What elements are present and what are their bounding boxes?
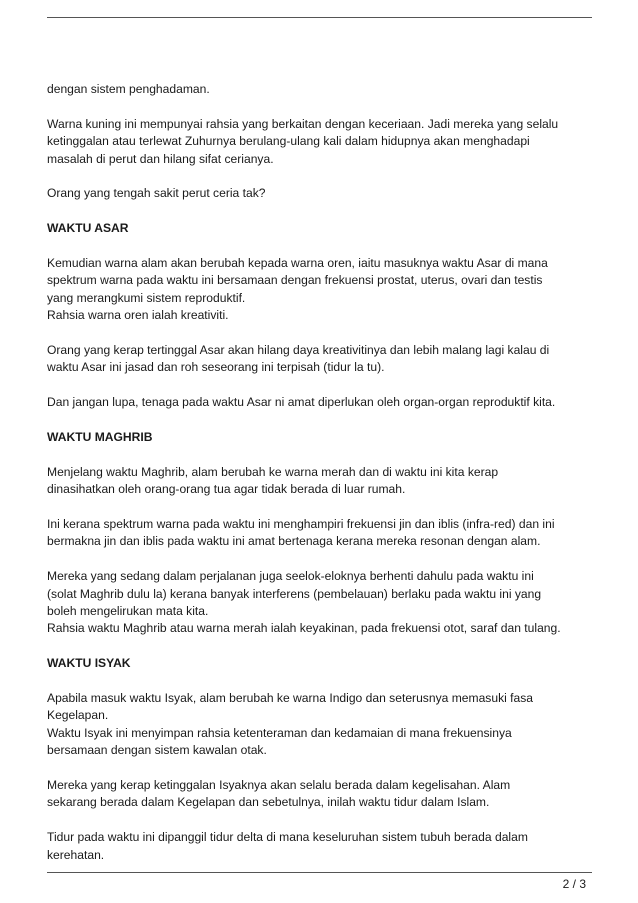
text-line: Rahsia waktu Maghrib atau warna merah ialah keyakinan, pada frekuensi otot, saraf dan tulang.	[47, 621, 561, 636]
paragraph	[47, 81, 595, 98]
text-line: Ini kerana spektrum warna pada waktu ini menghampiri frekuensi jin dan iblis (infra-red) dan ini	[47, 517, 555, 532]
text-line: boleh mengelirukan mata kita.	[47, 604, 209, 619]
text-line: dengan sistem penghadaman.	[47, 82, 210, 96]
text-line: Kemudian warna alam akan berubah kepada warna oren, iaitu masuknya waktu Asar di mana	[47, 256, 548, 270]
paragraph	[47, 516, 595, 551]
text-line: Mereka yang kerap ketinggalan Isyaknya akan selalu berada dalam kegelisahan. Alam	[47, 778, 511, 793]
text-line: Waktu Isyak ini menyimpan rahsia ketenteraman dan kedamaian di mana frekuensinya	[47, 725, 512, 740]
section-heading: WAKTU ISYAK	[47, 656, 131, 671]
paragraph	[47, 394, 595, 411]
section-heading: WAKTU MAGHRIB	[47, 430, 153, 445]
page-number: 2 / 3	[562, 877, 586, 891]
text-line: Apabila masuk waktu Isyak, alam berubah ke warna Indigo dan seterusnya memasuki fasa	[47, 691, 534, 706]
paragraph	[47, 255, 595, 325]
text-line: bersamaan dengan sistem kawalan otak.	[47, 743, 267, 758]
text-line: Kegelapan.	[47, 708, 109, 723]
text-line: Tidur pada waktu ini dipanggil tidur delta di mana keseluruhan sistem tubuh berada dalam	[47, 830, 528, 845]
text-line: Dan jangan lupa, tenaga pada waktu Asar ni amat diperlukan oleh organ-organ reproduktif kita.	[47, 395, 556, 410]
paragraph	[47, 690, 595, 760]
text-line: dinasihatkan oleh orang-orang tua agar tidak berada di luar rumah.	[47, 482, 406, 497]
text-line: bermakna jin dan iblis pada waktu ini amat bertenaga kerana mereka resonan dengan alam.	[47, 534, 541, 549]
footer-rule	[47, 872, 592, 873]
section-heading: WAKTU ASAR	[47, 221, 129, 236]
paragraph	[47, 777, 595, 812]
text-line: yang merangkumi sistem reproduktif.	[47, 290, 246, 305]
paragraph	[47, 185, 595, 202]
text-line: Warna kuning ini mempunyai rahsia yang berkaitan dengan keceriaan. Jadi mereka yang selalu	[47, 116, 559, 131]
header-rule	[47, 17, 592, 18]
text-line: Menjelang waktu Maghrib, alam berubah ke warna merah dan di waktu ini kita kerap	[47, 464, 499, 479]
paragraph	[47, 116, 595, 168]
text-line: Rahsia warna oren ialah kreativiti.	[47, 308, 229, 323]
paragraph	[47, 568, 595, 638]
paragraph	[47, 342, 595, 377]
text-line: waktu Asar ini jasad dan roh seseorang ini terpisah (tidur la tu).	[47, 360, 385, 375]
document-body	[47, 81, 595, 881]
text-line: sekarang berada dalam Kegelapan dan sebetulnya, inilah waktu tidur dalam Islam.	[47, 795, 490, 810]
text-line: masalah di perut dan hilang sifat cerianya.	[47, 151, 274, 166]
text-line: kerehatan.	[47, 847, 105, 862]
text-line: Orang yang tengah sakit perut ceria tak?	[47, 186, 266, 201]
text-line: spektrum warna pada waktu ini bersamaan dengan frekuensi prostat, uterus, ovari dan testis	[47, 273, 543, 288]
text-line: Mereka yang sedang dalam perjalanan juga seelok-eloknya berhenti dahulu pada waktu ini	[47, 569, 534, 584]
text-line: ketinggalan atau terlewat Zuhurnya berulang-ulang kali dalam hidupnya akan menghadapi	[47, 134, 530, 149]
paragraph	[47, 464, 595, 499]
text-line: (solat Maghrib dulu la) kerana banyak interferens (pembelauan) berlaku pada waktu ini yang	[47, 586, 542, 601]
paragraph	[47, 829, 595, 864]
text-line: Orang yang kerap tertinggal Asar akan hilang daya kreativitinya dan lebih malang lagi kalau di	[47, 343, 550, 358]
